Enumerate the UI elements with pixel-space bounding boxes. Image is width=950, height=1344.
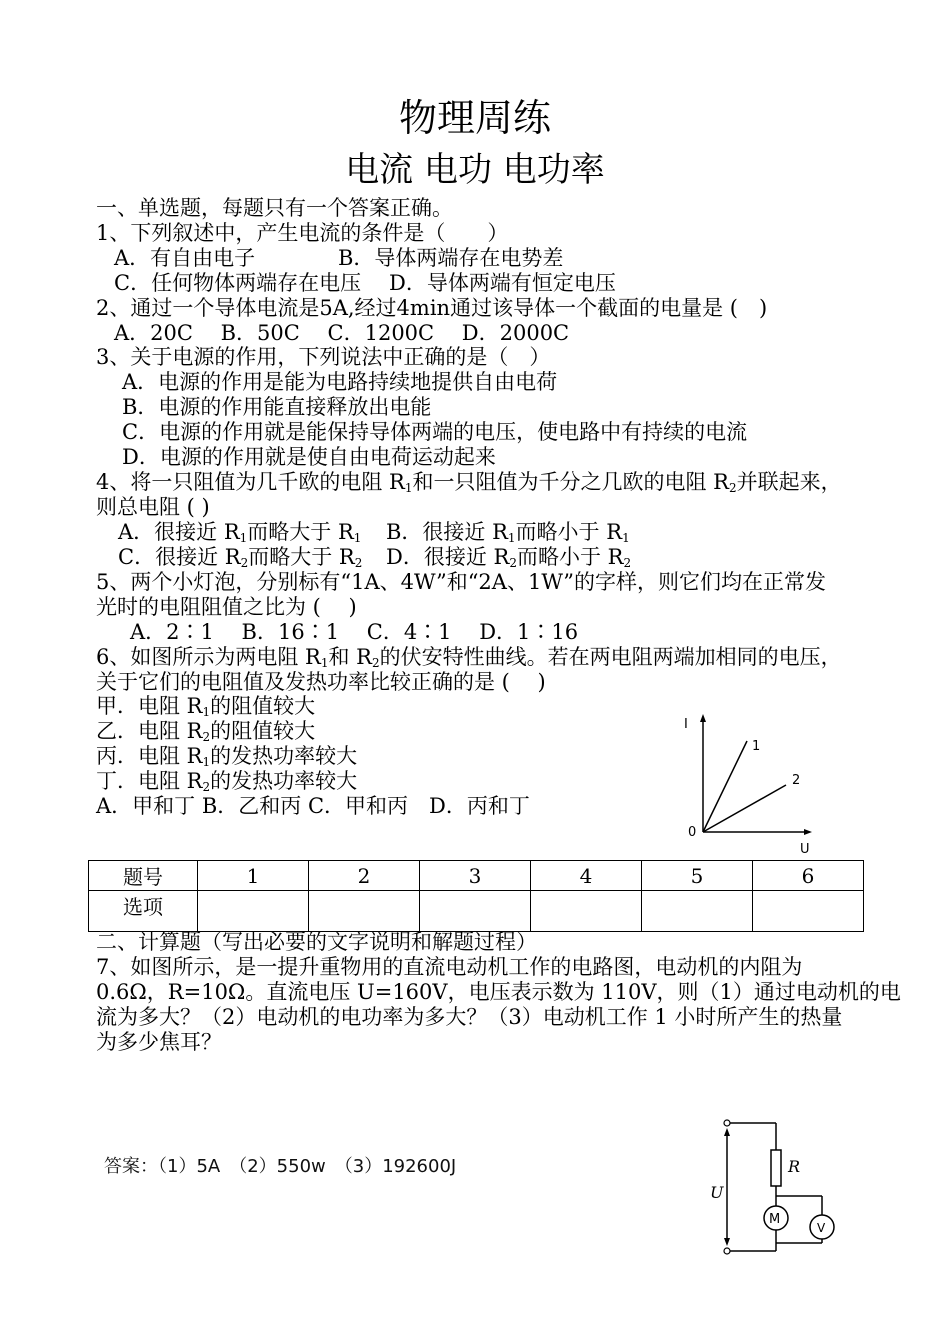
q3-option-d: D．电源的作用就是使自由电荷运动起来 <box>122 445 496 469</box>
q4-stem-text: 4、将一只阻值为几千欧的电阻 R <box>96 470 405 494</box>
q6-text: 的发热功率较大 <box>210 769 358 793</box>
q7-line2: 0.6Ω，R=10Ω。直流电压 U=160V，电压表示数为 110V，则（1）通过电动机的电 <box>96 980 901 1004</box>
table-answer-cell[interactable] <box>642 891 753 932</box>
q6-text: 甲．电阻 R <box>96 694 203 718</box>
line-r1 <box>703 741 747 832</box>
q7-line4: 为多少焦耳？ <box>96 1030 222 1054</box>
i-axis-label: I <box>684 717 688 732</box>
page-title: 物理周练 <box>398 96 551 140</box>
q4-stem-text: 并联起来， <box>736 470 842 494</box>
q6-sub: 1 <box>202 755 211 769</box>
q6-statement-jia <box>96 694 315 718</box>
q3-option-b: B．电源的作用能直接释放出电能 <box>122 395 432 419</box>
q1-option-c: C．任何物体两端存在电压 <box>114 271 362 295</box>
voltage-arrow-up <box>724 1128 730 1136</box>
q6-stem-line2: 关于它们的电阻值及发热功率比较正确的是 ( ) <box>96 670 546 694</box>
q1-stem: 1、下列叙述中，产生电流的条件是（ ） <box>96 221 509 245</box>
q5-stem-line2: 光时的电阻阻值之比为 ( ) <box>96 595 357 619</box>
table-number-cell: 6 <box>753 861 864 891</box>
q7-line1: 7、如图所示，是一提升重物用的直流电动机工作的电路图，电动机的内阻为 <box>96 955 803 979</box>
q6-sub: 1 <box>320 656 329 670</box>
table-answer-cell[interactable] <box>309 891 420 932</box>
q4-opt-text: 而略小于 R <box>516 545 624 569</box>
q6-stem-text: 和 R <box>328 645 372 669</box>
voltage-label: U <box>710 1183 724 1202</box>
q4-sub: 2 <box>240 556 249 570</box>
q4-opt-text: 而略小于 R <box>515 520 623 544</box>
q6-stem-text: 的伏安特性曲线。若在两电阻两端加相同的电压， <box>379 645 842 669</box>
iu-graph <box>670 708 840 858</box>
table-number-cell: 1 <box>198 861 309 891</box>
q4-opt-text: B．很接近 R <box>386 520 508 544</box>
q4-option-b <box>386 520 630 544</box>
q4-stem <box>96 470 842 494</box>
q4-option-a <box>118 520 361 544</box>
q4-opt-text: A．很接近 R <box>118 520 240 544</box>
q3-option-a: A．电源的作用是能为电路持续地提供自由电荷 <box>122 370 558 394</box>
table-answer-cell[interactable] <box>198 891 309 932</box>
q4-opt-text: 而略大于 R <box>248 545 355 569</box>
table-answer-cell[interactable] <box>753 891 864 932</box>
table-answer-cell[interactable] <box>531 891 642 932</box>
voltage-arrow-down <box>724 1238 730 1246</box>
u-axis-label: U <box>800 842 810 857</box>
answer-table <box>88 860 864 932</box>
q6-statement-ding <box>96 769 357 793</box>
resistor-r <box>771 1150 781 1186</box>
q4-option-d <box>386 545 631 569</box>
circuit-diagram <box>700 1112 860 1260</box>
table-number-cell: 2 <box>309 861 420 891</box>
table-answer-cell[interactable] <box>420 891 531 932</box>
q6-text: 丁．电阻 R <box>96 769 203 793</box>
terminal-top <box>724 1120 730 1126</box>
q5-options: A．2∶1 B．16∶1 C．4∶1 D．1∶16 <box>130 620 579 644</box>
q4-option-c <box>118 545 362 569</box>
q6-sub: 2 <box>202 780 211 794</box>
motor-label: M <box>769 1212 781 1227</box>
answer-table-row-numbers <box>89 861 864 891</box>
q1-option-b: B．导体两端存在电势差 <box>338 246 564 270</box>
q6-options: A．甲和丁 B．乙和丙 C．甲和丙 D．丙和丁 <box>96 794 530 818</box>
q4-sub: 1 <box>239 531 248 545</box>
section-1-heading: 一、单选题，每题只有一个答案正确。 <box>96 196 453 220</box>
line-r2 <box>703 785 786 832</box>
q1-option-a: A．有自由电子 <box>114 246 256 270</box>
u-axis-arrow <box>804 829 812 835</box>
q6-sub: 2 <box>372 656 380 670</box>
q6-statement-yi <box>96 719 315 743</box>
q6-sub: 1 <box>202 705 211 719</box>
q4-sub: 2 <box>729 481 737 495</box>
q6-text: 丙．电阻 R <box>96 744 203 768</box>
table-number-cell: 3 <box>420 861 531 891</box>
q6-text: 乙．电阻 R <box>96 719 203 743</box>
answer-note: 答案：（1）5A （2）550w （3）192600J <box>104 1156 457 1177</box>
table-number-cell: 4 <box>531 861 642 891</box>
terminal-bottom <box>724 1248 730 1254</box>
q4-sub: 1 <box>404 481 413 495</box>
q6-statement-bing <box>96 744 357 768</box>
q4-opt-text: 而略大于 R <box>247 520 354 544</box>
q6-text: 的阻值较大 <box>210 719 316 743</box>
q4-stem-line2: 则总电阻 ( ) <box>96 495 210 519</box>
section-2-heading: 二、计算题（写出必要的文字说明和解题过程） <box>96 930 537 954</box>
q6-text: 的发热功率较大 <box>210 744 358 768</box>
table-number-cell: 5 <box>642 861 753 891</box>
q5-stem-line1: 5、两个小灯泡，分别标有“1A、4W”和“2A、1W”的字样，则它们均在正常发 <box>96 570 827 594</box>
q4-sub: 1 <box>507 531 516 545</box>
q3-stem: 3、关于电源的作用，下列说法中正确的是（ ） <box>96 345 551 369</box>
q4-opt-text: D．很接近 R <box>386 545 510 569</box>
q6-stem-line1 <box>96 645 842 669</box>
line-2-label: 2 <box>792 773 801 788</box>
q2-stem: 2、通过一个导体电流是5A,经过4min通过该导体一个截面的电量是 ( ) <box>96 296 768 320</box>
answer-table-row-choices <box>89 891 864 932</box>
q4-sub: 2 <box>623 556 632 570</box>
q6-text: 的阻值较大 <box>210 694 316 718</box>
q2-options: A．20C B．50C C．1200C D．2000C <box>114 321 570 345</box>
q4-stem-text: 和一只阻值为千分之几欧的电阻 R <box>412 470 729 494</box>
q4-opt-text: C．很接近 R <box>118 545 241 569</box>
q6-stem-text: 6、如图所示为两电阻 R <box>96 645 321 669</box>
table-header-choice: 选项 <box>89 891 198 932</box>
voltmeter-label: V <box>817 1221 826 1235</box>
q4-sub: 1 <box>353 531 362 545</box>
q1-option-d: D．导体两端有恒定电压 <box>389 271 616 295</box>
resistor-label: R <box>788 1157 801 1176</box>
q4-sub: 1 <box>622 531 630 545</box>
q4-sub: 2 <box>509 556 517 570</box>
q7-line3: 流为多大？（2）电动机的电功率为多大？（3）电动机工作 1 小时所产生的热量 <box>96 1005 843 1029</box>
table-header-question-number: 题号 <box>89 861 198 891</box>
q4-sub: 2 <box>354 556 363 570</box>
origin-label: 0 <box>688 825 697 840</box>
line-1-label: 1 <box>752 739 761 754</box>
q3-option-c: C．电源的作用就是能保持导体两端的电压，使电路中有持续的电流 <box>122 420 748 444</box>
page-subtitle: 电流 电功 电功率 <box>345 150 605 190</box>
q6-sub: 2 <box>202 730 211 744</box>
i-axis-arrow <box>700 714 706 722</box>
